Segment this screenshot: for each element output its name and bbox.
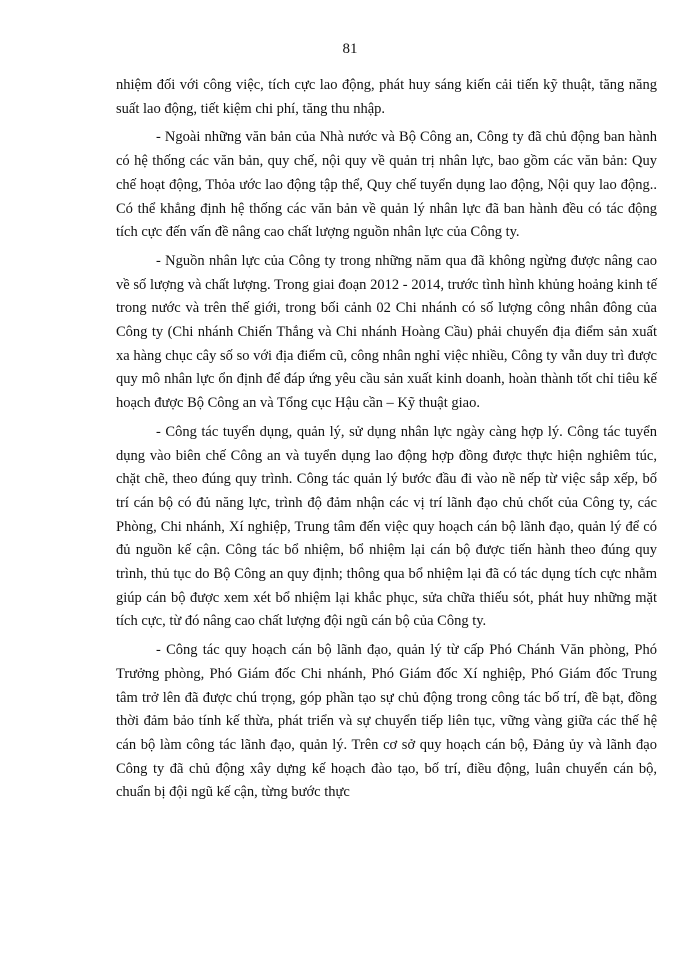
paragraph-4: - Công tác tuyển dụng, quản lý, sử dụng nhân lực ngày càng hợp lý. Công tác tuyển dụng vào biên chế Công an và tuyển dụng lao động hợp đồng được thực hiện nghiêm túc, chặt chẽ, theo đúng quy trình. Công tác quản lý bước đầu đi vào nề nếp từ việc sắp xếp, bố trí cán bộ có đủ năng lực, trình độ đảm nhận các vị trí lãnh đạo chủ chốt của Công ty, các Phòng, Chi nhánh, Xí nghiệp, Trung tâm đến việc quy hoạch cán bộ lãnh đạo, quản lý để có đủ nguồn kế cận. Công tác bổ nhiệm, bổ nhiệm lại cán bộ được tiến hành theo đúng quy trình, thủ tục do Bộ Công an quy định; thông qua bổ nhiệm lại đã có tác dụng tích cực nhằm giúp cán bộ được xem xét bổ nhiệm lại khắc phục, sửa chữa thiếu sót, phát huy những mặt tích cực, từ đó nâng cao chất lượng đội ngũ cán bộ của Công ty. bbox=[116, 423, 657, 630]
paragraph-5: - Công tác quy hoạch cán bộ lãnh đạo, quản lý từ cấp Phó Chánh Văn phòng, Phó Trưởng phòng, Phó Giám đốc Chi nhánh, Phó Giám đốc Xí nghiệp, Phó Giám đốc Trung tâm trở lên đã được chú trọng, góp phần tạo sự chủ động trong công tác bố trí, đề bạt, đồng thời đảm bảo tính kế thừa, phát triển và sự chuyển tiếp liên tục, vững vàng giữa các thế hệ cán bộ làm công tác lãnh đạo, quản lý. Trên cơ sở quy hoạch cán bộ, Đảng ủy và lãnh đạo Công ty đã chủ động xây dựng kế hoạch đào tạo, bố trí, điều động, luân chuyển cán bộ, chuẩn bị đội ngũ kế cận, từng bước thực bbox=[116, 642, 657, 801]
page-number: 81 bbox=[342, 41, 358, 57]
body-text bbox=[116, 74, 657, 810]
paragraph-2: - Ngoài những văn bản của Nhà nước và Bộ Công an, Công ty đã chủ động ban hành có hệ thống các văn bản, quy chế, nội quy về quản trị nhân lực, bao gồm các văn bản: Quy chế hoạt động, Thỏa ước lao động tập thể, Quy chế tuyển dụng lao động, Nội quy lao động.. Có thể khẳng định hệ thống các văn bản về quản lý nhân lực đã ban hành đều có tác động tích cực đến vấn đề nâng cao chất lượng nguồn nhân lực của Công ty. bbox=[116, 129, 657, 241]
paragraph-1: nhiệm đối với công việc, tích cực lao động, phát huy sáng kiến cải tiến kỹ thuật, tăng năng suất lao động, tiết kiệm chi phí, tăng thu nhập. bbox=[116, 77, 657, 117]
paragraph-3: - Nguồn nhân lực của Công ty trong những năm qua đã không ngừng được nâng cao về số lượng và chất lượng. Trong giai đoạn 2012 - 2014, trước tình hình khủng hoảng kinh tế trong nước và trên thế giới, trong bối cảnh 02 Chi nhánh có số lượng công nhân đông của Công ty (Chi nhánh Chiến Thắng và Chi nhánh Hoàng Cầu) phải chuyển địa điểm sản xuất xa hàng chục cây số so với địa điểm cũ, công nhân nghỉ việc nhiều, Công ty vẫn duy trì được quy mô nhân lực ổn định để đáp ứng yêu cầu sản xuất kinh doanh, hoàn thành tốt chỉ tiêu kế hoạch được Bộ Công an và Tổng cục Hậu cần – Kỹ thuật giao. bbox=[116, 252, 657, 412]
